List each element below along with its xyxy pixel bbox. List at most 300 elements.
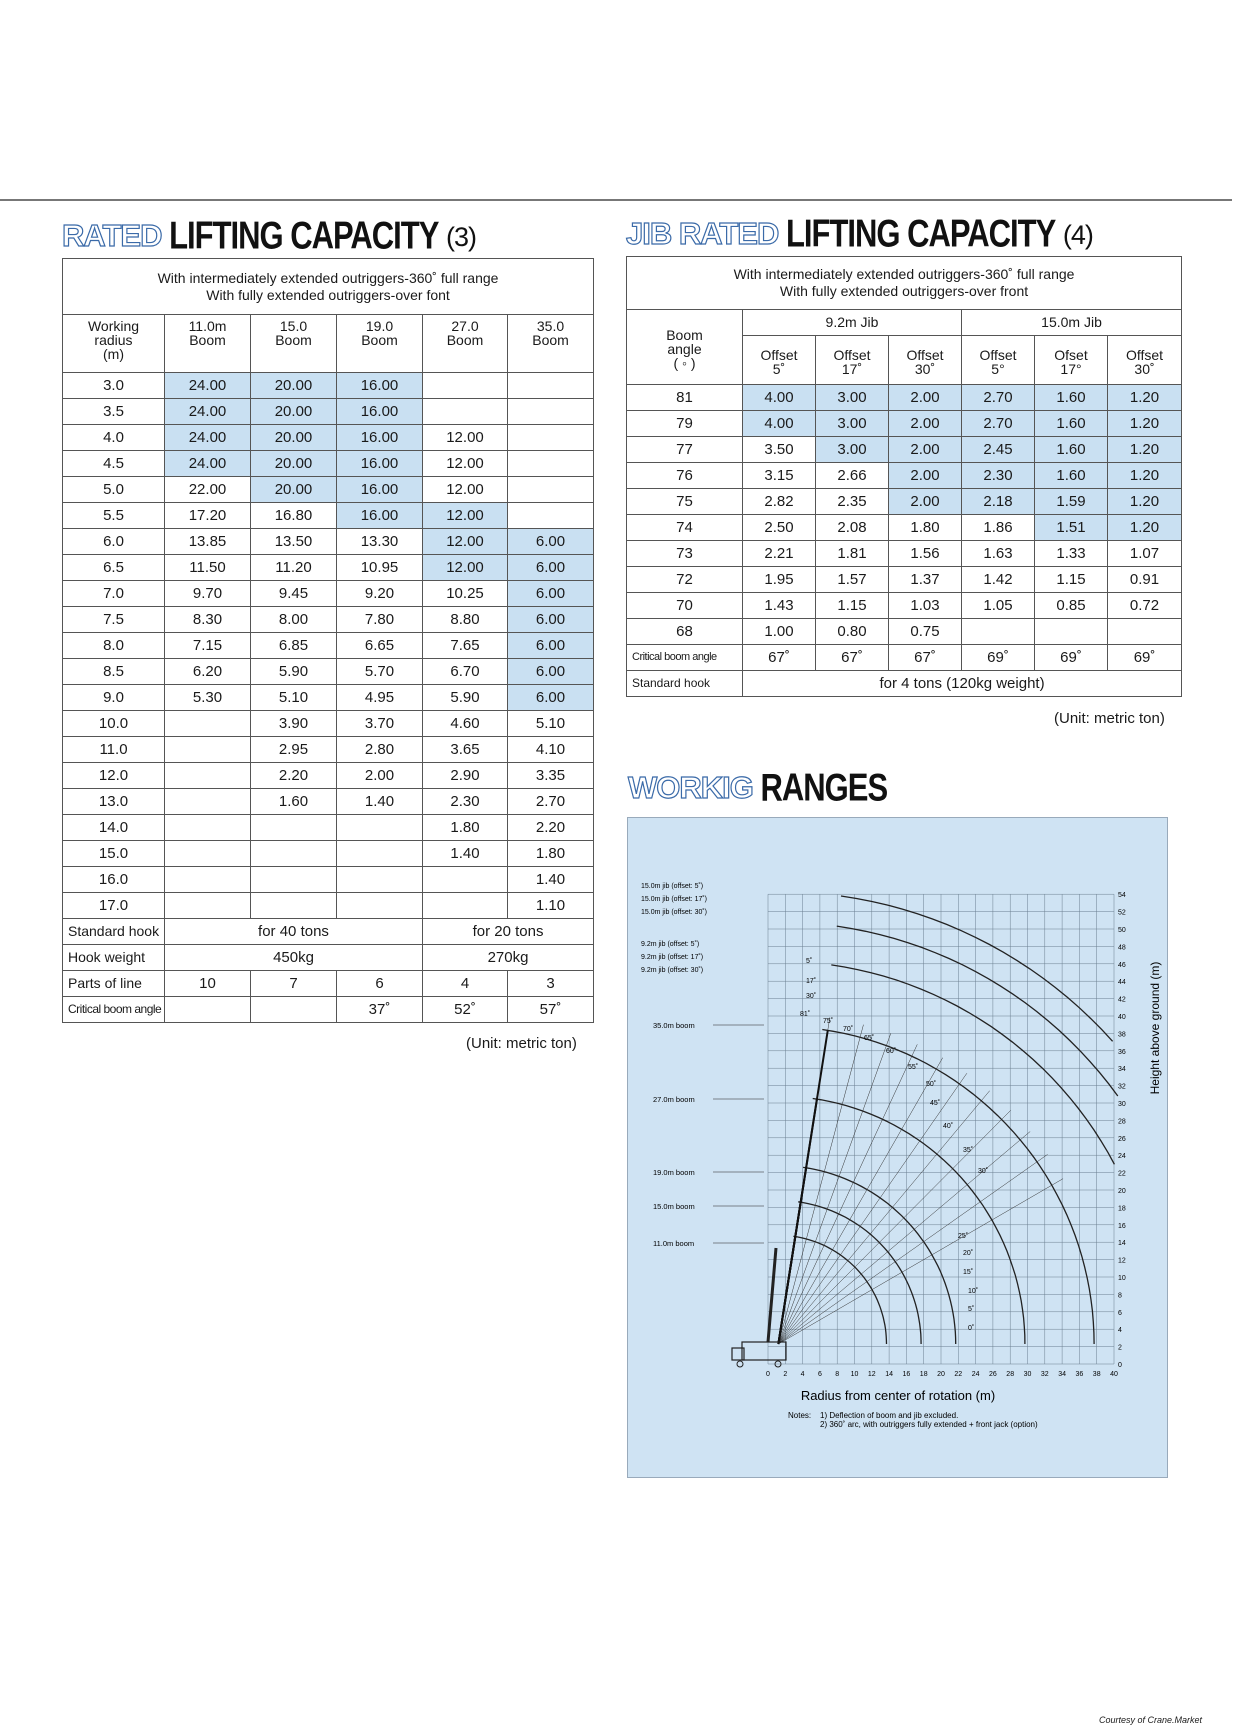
jib-capacity-cell: 3.00 — [816, 411, 889, 437]
capacity-cell: 3.35 — [508, 763, 594, 789]
y-tick-label: 0 — [1118, 1362, 1122, 1369]
capacity-cell: 1.80 — [423, 815, 508, 841]
heading-bold-word: LIFTING CAPACITY — [169, 213, 439, 258]
jib-capacity-cell: 1.60 — [1035, 463, 1108, 489]
boom-header-line: 11.0m — [188, 318, 227, 334]
range-grid — [768, 894, 1114, 1364]
critical-angle-value: 52˚ — [423, 997, 508, 1023]
x-axis-label: Radius from center of rotation (m) — [800, 1388, 996, 1403]
angle-label: 5˚ — [806, 958, 813, 965]
critical-angle-value: 57˚ — [508, 997, 594, 1023]
x-tick-label: 38 — [1092, 1371, 1101, 1378]
boom-header — [423, 315, 508, 373]
boom-angle-cell: 68 — [627, 619, 743, 645]
angle-label: 70˚ — [843, 1026, 854, 1033]
capacity-cell — [423, 373, 508, 399]
boom-header-line: 35.0 — [536, 318, 565, 334]
capacity-cell: 20.00 — [251, 477, 337, 503]
hook-weight-value: 450kg — [165, 945, 423, 971]
jib-capacity-cell: 0.85 — [1035, 593, 1108, 619]
jib-capacity-cell: 3.50 — [743, 437, 816, 463]
capacity-cell — [251, 893, 337, 919]
jib-standard-hook-value: for 4 tons (120kg weight) — [743, 671, 1182, 697]
jib-capacity-cell — [1108, 619, 1182, 645]
capacity-cell: 16.00 — [337, 373, 423, 399]
heading-outline-word: RATED — [62, 218, 162, 253]
boom-header — [251, 315, 337, 373]
parts-of-line-label: Parts of line — [63, 971, 165, 997]
jib-capacity-cell: 0.80 — [816, 619, 889, 645]
boom-angle-cell: 73 — [627, 541, 743, 567]
x-tick-label: 32 — [1040, 1371, 1049, 1378]
capacity-cell — [165, 815, 251, 841]
y-tick-label: 48 — [1118, 944, 1126, 952]
capacity-cell: 10.95 — [337, 555, 423, 581]
heading-bold-word: LIFTING CAPACITY — [785, 211, 1056, 256]
angle-header-line: Boom — [666, 327, 703, 343]
capacity-cell: 6.00 — [508, 685, 594, 711]
capacity-cell: 6.00 — [508, 529, 594, 555]
jib-capacity-cell: 3.00 — [816, 385, 889, 411]
angle-line — [778, 1058, 942, 1344]
capacity-cell: 12.00 — [423, 451, 508, 477]
jib-label: 15.0m jib (offset: 5˚) — [641, 883, 704, 890]
capacity-cell: 6.85 — [251, 633, 337, 659]
jib-capacity-cell: 1.60 — [1035, 411, 1108, 437]
radius-cell: 6.0 — [63, 529, 165, 555]
angle-header-line: ( ◦ ) — [673, 355, 696, 371]
crane-icon — [732, 1248, 786, 1367]
x-tick-label: 14 — [885, 1371, 893, 1378]
boom-header-line: 19.0 — [365, 318, 394, 334]
jib-capacity-cell: 1.07 — [1108, 541, 1182, 567]
capacity-cell: 12.00 — [423, 425, 508, 451]
reach-arc — [837, 926, 1118, 1096]
parts-of-line-value: 7 — [251, 971, 337, 997]
angle-line — [778, 1179, 1063, 1344]
capacity-cell: 1.40 — [508, 867, 594, 893]
boom-header-line: 15.0 — [279, 318, 308, 334]
x-tick-label: 4 — [800, 1371, 805, 1378]
y-tick-label: 38 — [1118, 1031, 1126, 1039]
capacity-cell: 5.90 — [423, 685, 508, 711]
boom-angle-cell: 70 — [627, 593, 743, 619]
jib-capacity-cell: 2.08 — [816, 515, 889, 541]
courtesy-credit: Courtesy of Crane.Market — [1098, 1715, 1202, 1725]
capacity-cell: 9.45 — [251, 581, 337, 607]
jib-capacity-cell: 2.21 — [743, 541, 816, 567]
boom-header-line: Boom — [275, 332, 312, 348]
angle-label: 25˚ — [958, 1233, 969, 1240]
capacity-cell — [508, 373, 594, 399]
radius-header-line: Working — [87, 318, 140, 334]
y-axis-label: Height above ground (m) — [1148, 961, 1162, 1095]
capacity-cell — [165, 763, 251, 789]
capacity-cell: 1.80 — [508, 841, 594, 867]
x-tick-label: 6 — [817, 1371, 822, 1378]
capacity-cell — [337, 893, 423, 919]
jib-capacity-cell: 1.33 — [1035, 541, 1108, 567]
jib-label: 15.0m jib (offset: 17˚) — [641, 896, 708, 903]
y-tick-label: 24 — [1118, 1153, 1126, 1161]
capacity-cell: 5.10 — [251, 685, 337, 711]
capacity-cell: 11.20 — [251, 555, 337, 581]
capacity-cell — [165, 867, 251, 893]
jib-capacity-cell: 2.45 — [962, 437, 1035, 463]
jib-capacity-cell: 2.70 — [962, 411, 1035, 437]
rated-capacity-heading — [62, 213, 477, 258]
angle-label: 65˚ — [864, 1035, 875, 1042]
capacity-cell: 17.20 — [165, 503, 251, 529]
boom-angle-cell: 75 — [627, 489, 743, 515]
capacity-cell — [508, 425, 594, 451]
jib-capacity-cell: 0.72 — [1108, 593, 1182, 619]
angle-label: 50˚ — [926, 1081, 937, 1088]
x-tick-label: 22 — [954, 1371, 963, 1378]
jib-capacity-heading — [626, 211, 1093, 256]
capacity-cell: 3.65 — [423, 737, 508, 763]
x-tick-label: 26 — [989, 1371, 997, 1378]
capacity-cell: 7.65 — [423, 633, 508, 659]
jib-capacity-cell: 0.91 — [1108, 567, 1182, 593]
x-axis-ticks — [766, 1371, 1118, 1378]
angle-label: 75˚ — [823, 1018, 834, 1025]
notes-label: Notes: — [788, 1411, 812, 1420]
jib-capacity-cell: 1.81 — [816, 541, 889, 567]
reach-arc — [793, 1236, 886, 1344]
jib-capacity-cell: 1.05 — [962, 593, 1035, 619]
y-tick-label: 2 — [1118, 1344, 1122, 1352]
radius-cell: 8.0 — [63, 633, 165, 659]
capacity-cell: 2.80 — [337, 737, 423, 763]
offset-header — [1035, 336, 1108, 385]
table4-description — [627, 257, 1182, 310]
jib-capacity-cell: 1.43 — [743, 593, 816, 619]
jib-capacity-cell: 3.00 — [816, 437, 889, 463]
capacity-cell: 20.00 — [251, 399, 337, 425]
reach-arc — [841, 896, 1113, 1041]
jib-label: 15.0m jib (offset: 30˚) — [641, 909, 708, 916]
top-rule — [0, 199, 1232, 201]
jib-capacity-cell: 1.60 — [1035, 437, 1108, 463]
capacity-cell: 2.00 — [337, 763, 423, 789]
radius-cell: 8.5 — [63, 659, 165, 685]
capacity-cell: 6.00 — [508, 555, 594, 581]
boom-header — [337, 315, 423, 373]
jib-standard-hook-label: Standard hook — [627, 671, 743, 697]
capacity-cell: 12.00 — [423, 477, 508, 503]
angle-label: 45˚ — [930, 1100, 941, 1107]
radius-cell: 5.0 — [63, 477, 165, 503]
offset-header-line: Ofset — [1054, 347, 1088, 363]
jib-capacity-cell: 1.20 — [1108, 489, 1182, 515]
boom-label: 35.0m boom — [653, 1021, 695, 1030]
angle-labels — [800, 957, 988, 1332]
y-tick-label: 10 — [1118, 1275, 1126, 1282]
jib-capacity-cell: 1.20 — [1108, 411, 1182, 437]
capacity-cell: 5.30 — [165, 685, 251, 711]
capacity-cell: 6.00 — [508, 607, 594, 633]
jib-critical-angle-value: 67˚ — [889, 645, 962, 671]
angle-line — [778, 1033, 890, 1344]
capacity-cell: 7.15 — [165, 633, 251, 659]
capacity-cell — [508, 451, 594, 477]
boom-angle-header — [627, 310, 743, 385]
y-tick-label: 40 — [1118, 1014, 1126, 1021]
jib-capacity-cell: 1.56 — [889, 541, 962, 567]
boom-label: 19.0m boom — [653, 1168, 695, 1177]
capacity-cell — [337, 815, 423, 841]
rated-capacity-table — [62, 258, 594, 1023]
table3-description — [63, 259, 594, 315]
jib-capacity-cell: 1.86 — [962, 515, 1035, 541]
boom-angle-cell: 79 — [627, 411, 743, 437]
capacity-cell: 20.00 — [251, 373, 337, 399]
capacity-cell: 8.80 — [423, 607, 508, 633]
capacity-cell: 16.00 — [337, 503, 423, 529]
jib-capacity-cell: 0.75 — [889, 619, 962, 645]
standard-hook-label: Standard hook — [63, 919, 165, 945]
capacity-cell: 6.65 — [337, 633, 423, 659]
jib-critical-angle-label: Critical boom angle — [627, 645, 743, 671]
capacity-cell — [165, 737, 251, 763]
radius-cell: 15.0 — [63, 841, 165, 867]
x-tick-label: 28 — [1006, 1371, 1015, 1378]
x-tick-label: 10 — [850, 1371, 859, 1378]
heading-outline-word: JIB RATED — [626, 216, 779, 251]
table4-desc-line2: With fully extended outriggers-over front — [779, 283, 1029, 299]
boom-angle-cell: 72 — [627, 567, 743, 593]
radius-cell: 6.5 — [63, 555, 165, 581]
jib-capacity-cell: 2.00 — [889, 385, 962, 411]
x-tick-label: 24 — [971, 1371, 980, 1378]
x-tick-label: 36 — [1075, 1371, 1084, 1378]
radius-cell: 5.5 — [63, 503, 165, 529]
reach-arc — [831, 965, 1114, 1164]
boom-angle-cell: 74 — [627, 515, 743, 541]
y-tick-label: 54 — [1118, 892, 1126, 900]
jib-label: 9.2m jib (offset: 17˚) — [641, 954, 704, 961]
heading-number: (4) — [1062, 220, 1093, 250]
angle-label: 30˚ — [978, 1168, 989, 1175]
capacity-cell: 3.90 — [251, 711, 337, 737]
offset-header-line: Offset — [1125, 347, 1164, 363]
radius-cell: 7.5 — [63, 607, 165, 633]
parts-of-line-value: 10 — [165, 971, 251, 997]
radius-header-line: radius — [94, 332, 133, 348]
capacity-cell: 16.00 — [337, 451, 423, 477]
jib-capacity-cell: 1.95 — [743, 567, 816, 593]
y-tick-label: 44 — [1118, 979, 1126, 987]
jib-capacity-cell: 2.70 — [962, 385, 1035, 411]
capacity-cell: 1.40 — [337, 789, 423, 815]
jib-capacity-cell: 1.63 — [962, 541, 1035, 567]
capacity-cell: 2.90 — [423, 763, 508, 789]
jib-capacity-cell: 2.35 — [816, 489, 889, 515]
offset-header-line: Offset — [906, 347, 944, 363]
working-ranges-heading — [628, 765, 888, 810]
jib-capacity-cell: 4.00 — [743, 385, 816, 411]
capacity-cell: 6.70 — [423, 659, 508, 685]
standard-hook-value: for 40 tons — [165, 919, 423, 945]
capacity-cell: 6.00 — [508, 633, 594, 659]
capacity-cell: 1.10 — [508, 893, 594, 919]
boom-label: 11.0m boom — [653, 1239, 695, 1248]
heading-outline-word: WORKIG — [628, 770, 753, 805]
jib-capacity-cell: 1.57 — [816, 567, 889, 593]
capacity-cell — [508, 477, 594, 503]
radius-cell: 4.0 — [63, 425, 165, 451]
jib-capacity-cell: 2.00 — [889, 463, 962, 489]
y-tick-label: 14 — [1118, 1240, 1126, 1248]
capacity-cell: 16.00 — [337, 477, 423, 503]
offset-header — [816, 336, 889, 385]
boom-label: 15.0m boom — [653, 1202, 695, 1211]
offset-header-line: 5˚ — [772, 361, 786, 377]
jib-capacity-cell: 1.03 — [889, 593, 962, 619]
jib-capacity-cell: 1.20 — [1108, 515, 1182, 541]
critical-angle-value — [165, 997, 251, 1023]
capacity-cell: 5.90 — [251, 659, 337, 685]
angle-label: 15˚ — [963, 1269, 974, 1276]
offset-header — [889, 336, 962, 385]
y-tick-label: 6 — [1118, 1309, 1122, 1317]
boom-label: 27.0m boom — [653, 1095, 695, 1104]
y-tick-label: 16 — [1118, 1222, 1126, 1230]
radius-cell: 11.0 — [63, 737, 165, 763]
capacity-cell: 16.00 — [337, 399, 423, 425]
capacity-cell: 6.00 — [508, 659, 594, 685]
radius-cell: 13.0 — [63, 789, 165, 815]
capacity-cell: 24.00 — [165, 451, 251, 477]
capacity-cell: 12.00 — [423, 555, 508, 581]
y-tick-label: 36 — [1118, 1048, 1126, 1056]
radius-cell: 3.0 — [63, 373, 165, 399]
angle-label: 55˚ — [908, 1064, 919, 1071]
x-tick-label: 0 — [766, 1371, 770, 1378]
capacity-cell: 16.80 — [251, 503, 337, 529]
capacity-cell — [423, 893, 508, 919]
boom-angle-cell: 77 — [627, 437, 743, 463]
y-tick-label: 20 — [1118, 1188, 1126, 1195]
boom-angle-cell: 81 — [627, 385, 743, 411]
offset-header — [1108, 336, 1182, 385]
reach-arc — [803, 1167, 956, 1344]
y-axis-ticks — [1118, 892, 1126, 1369]
jib-capacity-cell: 1.00 — [743, 619, 816, 645]
jib-capacity-cell: 2.82 — [743, 489, 816, 515]
x-tick-label: 34 — [1058, 1371, 1066, 1378]
x-tick-label: 12 — [867, 1371, 876, 1378]
radius-header-line: (m) — [103, 346, 124, 362]
offset-header-line: 5° — [991, 361, 1005, 377]
jib-capacity-cell: 1.20 — [1108, 385, 1182, 411]
angle-label: 40˚ — [943, 1123, 954, 1130]
capacity-cell — [423, 867, 508, 893]
capacity-cell: 9.70 — [165, 581, 251, 607]
offset-header-line: 17˚ — [841, 361, 863, 377]
table3-desc-line1: With intermediately extended outriggers-360˚ full range — [157, 269, 499, 286]
radius-cell: 3.5 — [63, 399, 165, 425]
capacity-cell — [508, 503, 594, 529]
y-tick-label: 28 — [1118, 1118, 1126, 1126]
jib-critical-angle-value: 69˚ — [962, 645, 1035, 671]
jib-capacity-cell: 1.59 — [1035, 489, 1108, 515]
capacity-cell — [251, 867, 337, 893]
angle-label: 81˚ — [800, 1011, 811, 1018]
y-tick-label: 30 — [1118, 1101, 1126, 1108]
offset-header-line: Offset — [979, 347, 1017, 363]
angle-label: 10˚ — [968, 1288, 979, 1295]
capacity-cell: 7.80 — [337, 607, 423, 633]
capacity-cell: 6.20 — [165, 659, 251, 685]
hook-weight-label: Hook weight — [63, 945, 165, 971]
capacity-cell: 10.25 — [423, 581, 508, 607]
note-1: 1) Deflection of boom and jib excluded. — [820, 1411, 959, 1420]
working-ranges-diagram — [627, 817, 1168, 1478]
capacity-cell: 5.10 — [508, 711, 594, 737]
capacity-cell: 3.70 — [337, 711, 423, 737]
jib-9-2-header: 9.2m Jib — [743, 310, 962, 336]
x-tick-label: 2 — [783, 1371, 788, 1378]
capacity-cell: 2.30 — [423, 789, 508, 815]
radius-cell: 10.0 — [63, 711, 165, 737]
table3-desc-line2: With fully extended outriggers-over font — [206, 286, 450, 303]
angle-label: 60˚ — [886, 1048, 897, 1055]
jib-capacity-cell: 2.66 — [816, 463, 889, 489]
capacity-cell: 12.00 — [423, 503, 508, 529]
capacity-cell: 4.10 — [508, 737, 594, 763]
capacity-cell: 9.20 — [337, 581, 423, 607]
offset-header — [962, 336, 1035, 385]
jib-label: 9.2m jib (offset: 5˚) — [641, 941, 700, 948]
capacity-cell: 6.00 — [508, 581, 594, 607]
jib-labels — [641, 882, 707, 974]
x-tick-label: 20 — [937, 1371, 945, 1378]
standard-hook-value: for 20 tons — [423, 919, 594, 945]
radius-cell: 14.0 — [63, 815, 165, 841]
angle-label: 35˚ — [963, 1147, 974, 1154]
jib-capacity-cell — [962, 619, 1035, 645]
capacity-cell: 13.50 — [251, 529, 337, 555]
jib-capacity-cell: 1.60 — [1035, 385, 1108, 411]
hook-weight-value: 270kg — [423, 945, 594, 971]
capacity-cell: 12.00 — [423, 529, 508, 555]
capacity-cell: 2.70 — [508, 789, 594, 815]
x-tick-label: 40 — [1110, 1371, 1118, 1378]
jib-capacity-cell — [1035, 619, 1108, 645]
x-tick-label: 30 — [1023, 1371, 1032, 1378]
jib-capacity-cell: 1.15 — [1035, 567, 1108, 593]
y-tick-label: 8 — [1118, 1292, 1122, 1300]
boom-angle-cell: 76 — [627, 463, 743, 489]
capacity-cell — [251, 841, 337, 867]
boom-labels — [653, 1021, 764, 1248]
offset-header-line: 17° — [1060, 361, 1082, 377]
capacity-cell: 5.70 — [337, 659, 423, 685]
boom-header-line: Boom — [189, 332, 226, 348]
capacity-cell: 22.00 — [165, 477, 251, 503]
jib-capacity-table — [626, 256, 1182, 697]
capacity-cell: 2.20 — [508, 815, 594, 841]
jib-capacity-cell: 3.15 — [743, 463, 816, 489]
boom-header — [508, 315, 594, 373]
capacity-cell — [508, 399, 594, 425]
jib-critical-angle-value: 69˚ — [1108, 645, 1182, 671]
jib-capacity-cell: 1.51 — [1035, 515, 1108, 541]
table4-unit: (Unit: metric ton) — [1054, 710, 1165, 727]
jib-capacity-cell: 1.20 — [1108, 463, 1182, 489]
